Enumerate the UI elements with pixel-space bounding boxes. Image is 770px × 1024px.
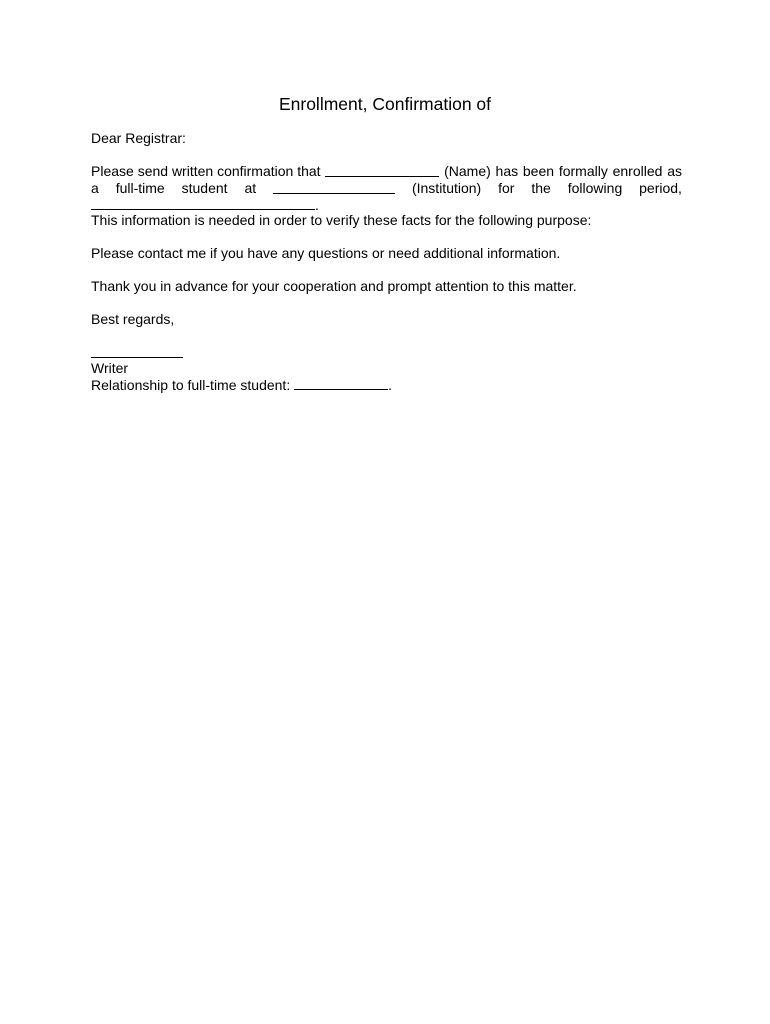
word: a xyxy=(91,180,99,196)
word: for xyxy=(498,180,515,196)
relationship-blank xyxy=(294,376,388,390)
confirmation-line-2 xyxy=(91,180,682,197)
closing-line: Best regards, xyxy=(91,311,175,327)
period-end: . xyxy=(315,197,319,213)
confirmation-text-start: Please send written confirmation that xyxy=(91,163,321,179)
word: as xyxy=(667,163,682,179)
confirmation-line-1 xyxy=(91,163,682,180)
word: formally xyxy=(558,163,608,179)
word: period, xyxy=(639,180,682,196)
name-blank xyxy=(325,163,439,177)
salutation: Dear Registrar: xyxy=(91,130,186,146)
document-title: Enrollment, Confirmation of xyxy=(278,94,492,114)
word: enrolled xyxy=(612,163,663,179)
word: full-time xyxy=(115,180,165,196)
thanks-line: Thank you in advance for your cooperation and prompt attention to this matter. xyxy=(91,278,577,294)
institution-blank xyxy=(273,180,395,194)
word: following xyxy=(567,180,623,196)
signer-name: Writer xyxy=(91,360,129,376)
word: student xyxy=(181,180,228,196)
purpose-line: This information is needed in order to verify these facts for the following purpose: xyxy=(91,212,592,228)
contact-line: Please contact me if you have any questions or need additional information. xyxy=(91,245,561,261)
institution-label: (Institution) xyxy=(411,180,482,196)
word: been xyxy=(522,163,555,179)
relationship-line xyxy=(91,376,392,394)
period-blank xyxy=(91,196,315,210)
signature-line xyxy=(91,357,183,358)
word: has xyxy=(495,163,519,179)
relationship-label: Relationship to full-time student: xyxy=(91,377,291,393)
relationship-end: . xyxy=(388,377,392,393)
word: the xyxy=(531,180,551,196)
name-label: (Name) xyxy=(444,163,491,179)
word: at xyxy=(244,180,257,196)
